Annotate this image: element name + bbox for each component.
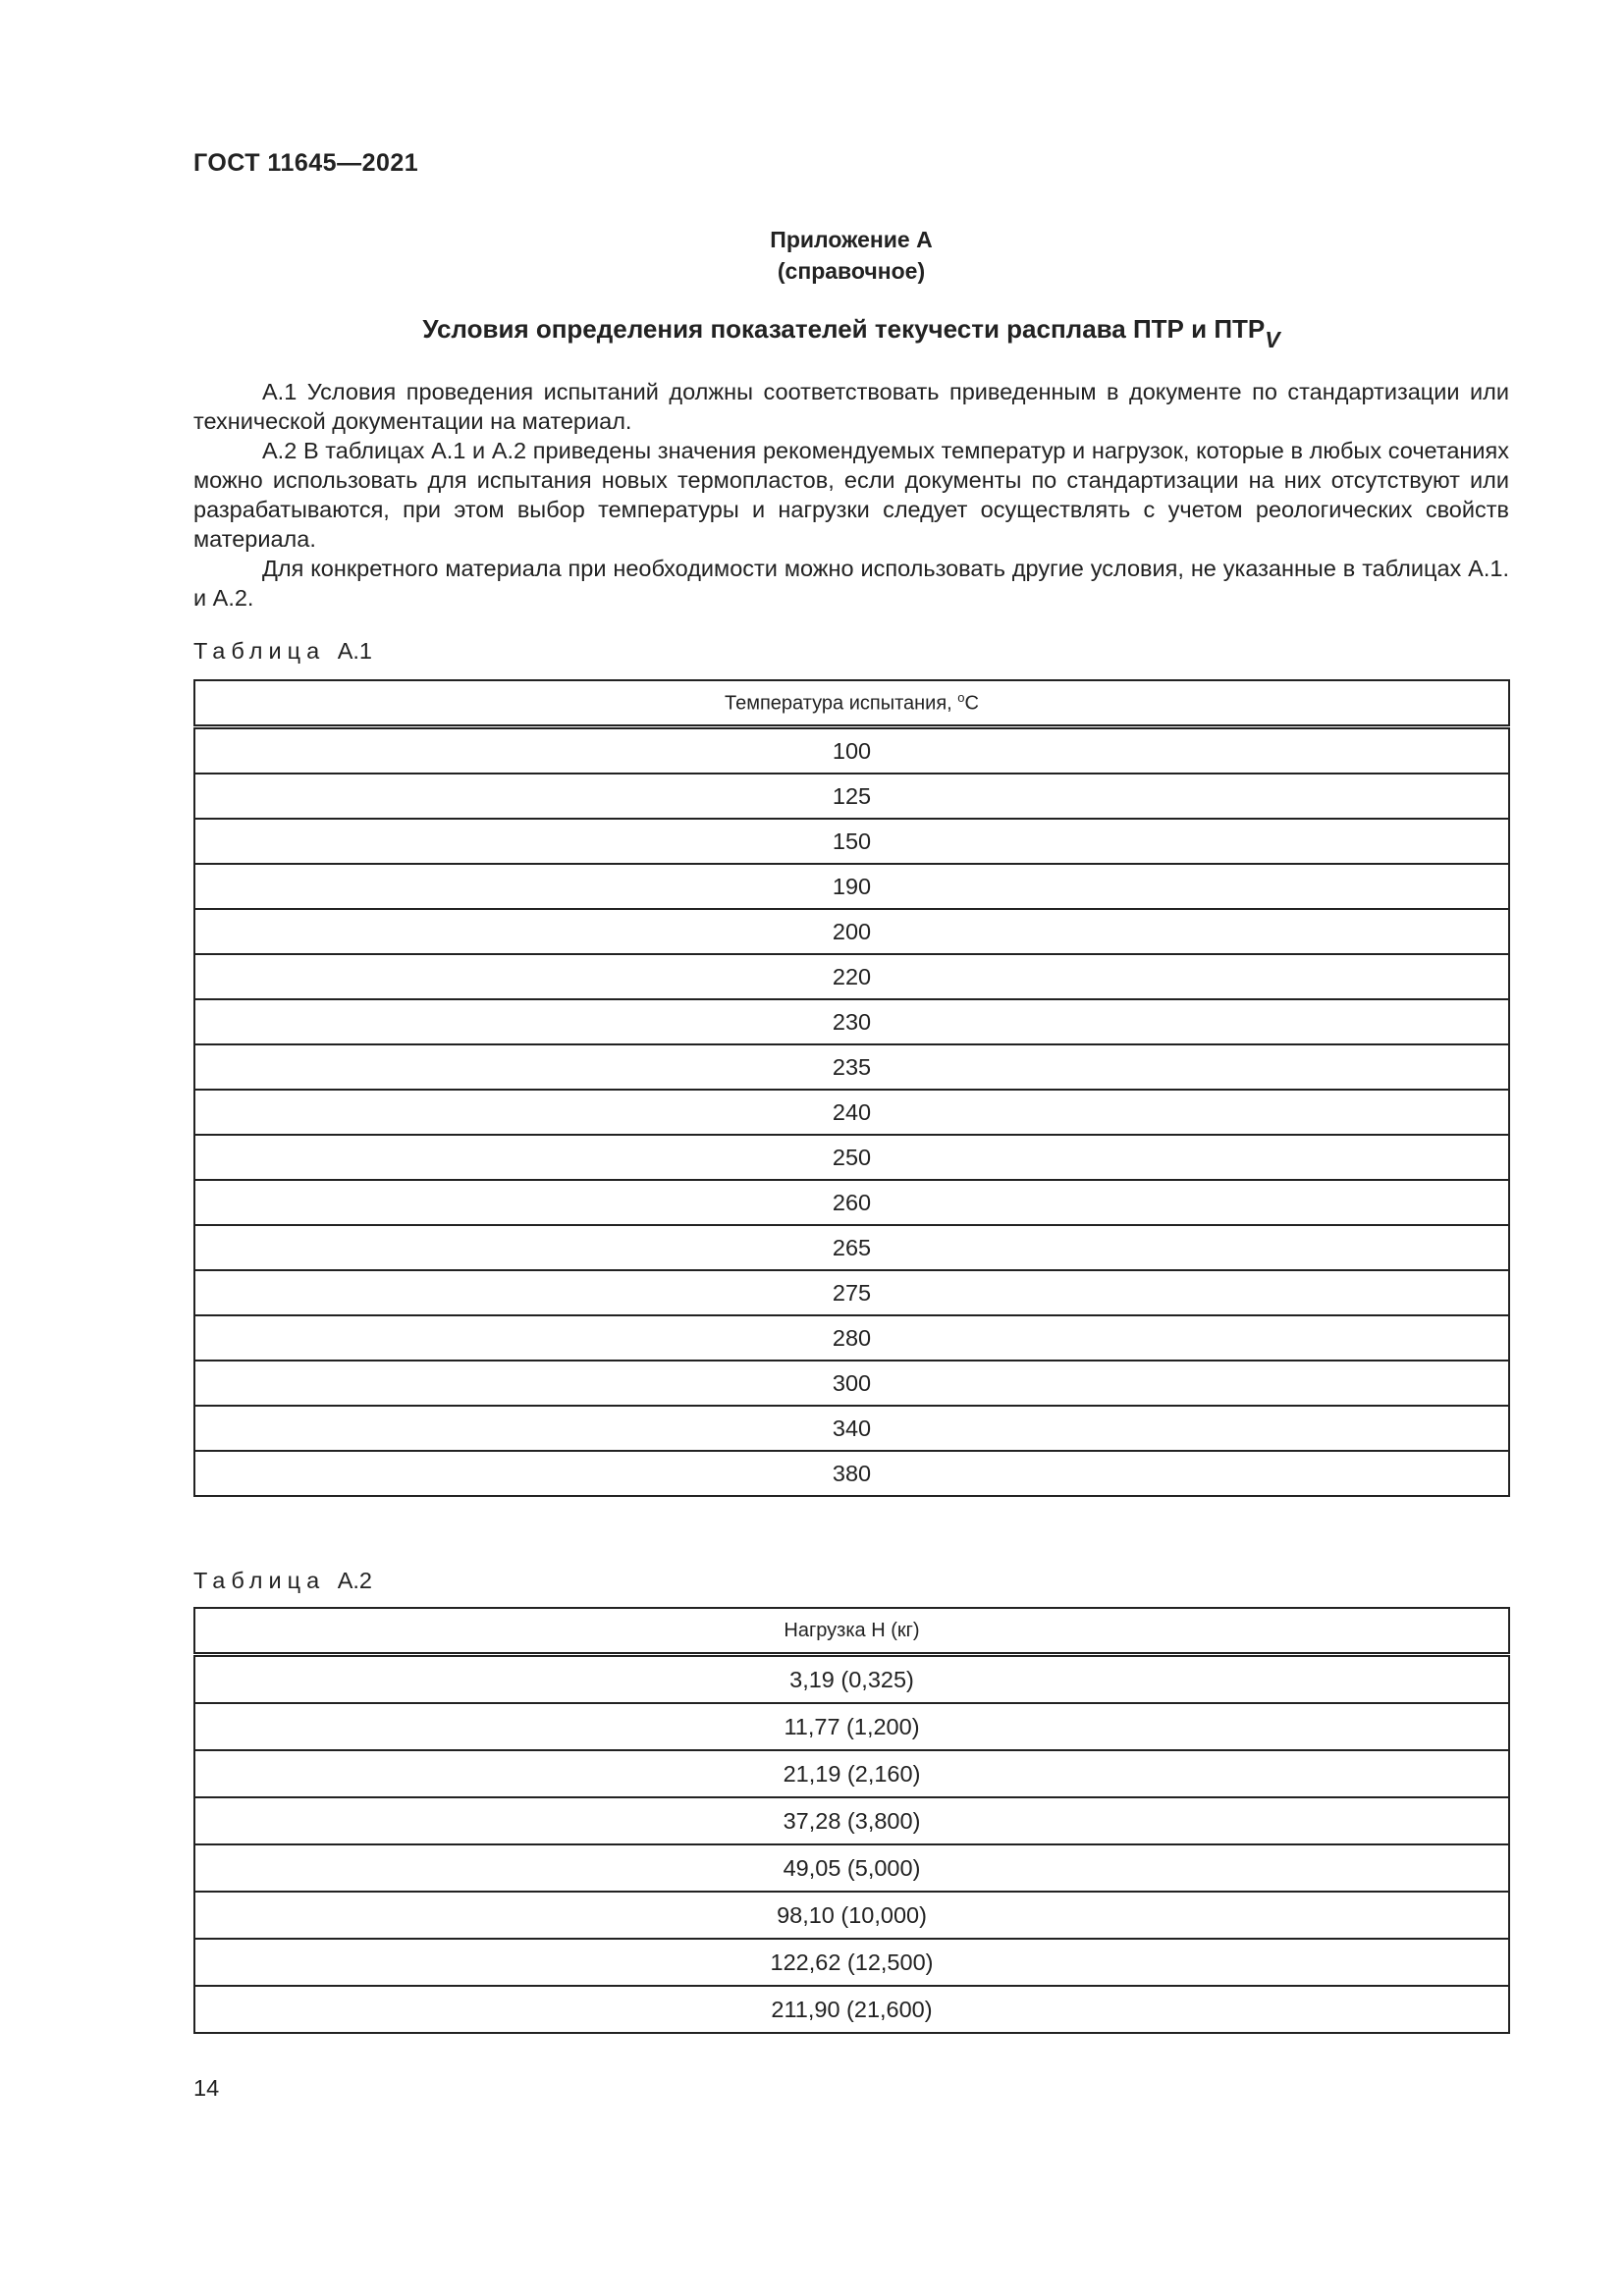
table-cell: 380: [194, 1451, 1509, 1496]
load-table: [193, 1607, 1510, 2034]
table-row: [194, 1270, 1509, 1315]
table2-caption-number: А.2: [337, 1568, 372, 1593]
table-row: [194, 1135, 1509, 1180]
table-cell: 3,19 (0,325): [194, 1655, 1509, 1704]
table-row: [194, 1180, 1509, 1225]
table-cell: 211,90 (21,600): [194, 1986, 1509, 2033]
table-row: [194, 819, 1509, 864]
section-heading-text: Условия определения показателей текучести расплава ПТР и ПТР: [422, 314, 1266, 344]
table-cell: 37,28 (3,800): [194, 1797, 1509, 1844]
appendix-title-block: [193, 224, 1509, 287]
table-row: [194, 1406, 1509, 1451]
table-cell: 21,19 (2,160): [194, 1750, 1509, 1797]
table-row: [194, 864, 1509, 909]
section-heading: [193, 314, 1509, 352]
table-cell: 200: [194, 909, 1509, 954]
table2-caption: [193, 1568, 372, 1594]
table-row: [194, 1451, 1509, 1496]
table-cell: 190: [194, 864, 1509, 909]
table-row: [194, 1225, 1509, 1270]
table-row: [194, 1939, 1509, 1986]
document-header: ГОСТ 11645—2021: [193, 149, 419, 177]
table-row: [194, 1361, 1509, 1406]
table-row: [194, 1750, 1509, 1797]
table-row: [194, 1044, 1509, 1090]
table-cell: 49,05 (5,000): [194, 1844, 1509, 1892]
appendix-type: (справочное): [777, 258, 926, 284]
table-row: [194, 1315, 1509, 1361]
table-row: [194, 909, 1509, 954]
table1-caption-word: Таблица: [193, 638, 326, 664]
table-cell: 98,10 (10,000): [194, 1892, 1509, 1939]
table-row: [194, 1844, 1509, 1892]
table-cell: 150: [194, 819, 1509, 864]
temperature-table: [193, 679, 1510, 1497]
table-row: [194, 774, 1509, 819]
table-cell: 122,62 (12,500): [194, 1939, 1509, 1986]
page-number: 14: [193, 2075, 220, 2101]
table-cell: 125: [194, 774, 1509, 819]
table-row: [194, 727, 1509, 774]
table-cell: 275: [194, 1270, 1509, 1315]
table-header-row: [194, 680, 1509, 727]
table-row: [194, 1797, 1509, 1844]
table-row: [194, 954, 1509, 999]
section-heading-subscript: V: [1265, 327, 1280, 352]
table-cell: 230: [194, 999, 1509, 1044]
table-cell: 250: [194, 1135, 1509, 1180]
table-cell: 100: [194, 727, 1509, 774]
table-cell: 11,77 (1,200): [194, 1703, 1509, 1750]
table-cell: 220: [194, 954, 1509, 999]
paragraph-other-conditions: Для конкретного материала при необходимости можно использовать другие условия, не указанные в таблицах А.1. и А.2.: [193, 556, 1509, 611]
table2-header-cell: Нагрузка Н (кг): [194, 1608, 1509, 1655]
degree-superscript: о: [957, 690, 965, 706]
paragraph-a2: А.2 В таблицах А.1 и А.2 приведены значения рекомендуемых температур и нагрузок, которые в любых сочетаниях можно использовать для испытания новых термопластов, если документы по стандартизации на них отсутствуют или разрабатываются, при этом выбор температуры и нагрузки следует осуществлять с учетом реологических свойств материала.: [193, 438, 1509, 552]
table-row: [194, 999, 1509, 1044]
table2-caption-word: Таблица: [193, 1568, 326, 1593]
table-cell: 340: [194, 1406, 1509, 1451]
table-row: [194, 1655, 1509, 1704]
table-row: [194, 1986, 1509, 2033]
table1-caption-number: А.1: [337, 638, 372, 664]
table1-caption: [193, 638, 372, 665]
paragraph-a1: А.1 Условия проведения испытаний должны соответствовать приведенным в документе по стандартизации или технической документации на материал.: [193, 379, 1509, 434]
table1-header-text: Температура испытания,: [725, 692, 958, 715]
table-cell: 265: [194, 1225, 1509, 1270]
table-row: [194, 1090, 1509, 1135]
table-cell: 280: [194, 1315, 1509, 1361]
table-cell: 240: [194, 1090, 1509, 1135]
table-row: [194, 1892, 1509, 1939]
table1-header-cell: [194, 680, 1509, 727]
table1-header-unit: С: [964, 692, 979, 715]
table-cell: 260: [194, 1180, 1509, 1225]
table-row: [194, 1703, 1509, 1750]
table-cell: 235: [194, 1044, 1509, 1090]
appendix-title: Приложение А: [770, 227, 933, 252]
table-header-row: [194, 1608, 1509, 1655]
body-text: [193, 377, 1509, 613]
table-cell: 300: [194, 1361, 1509, 1406]
